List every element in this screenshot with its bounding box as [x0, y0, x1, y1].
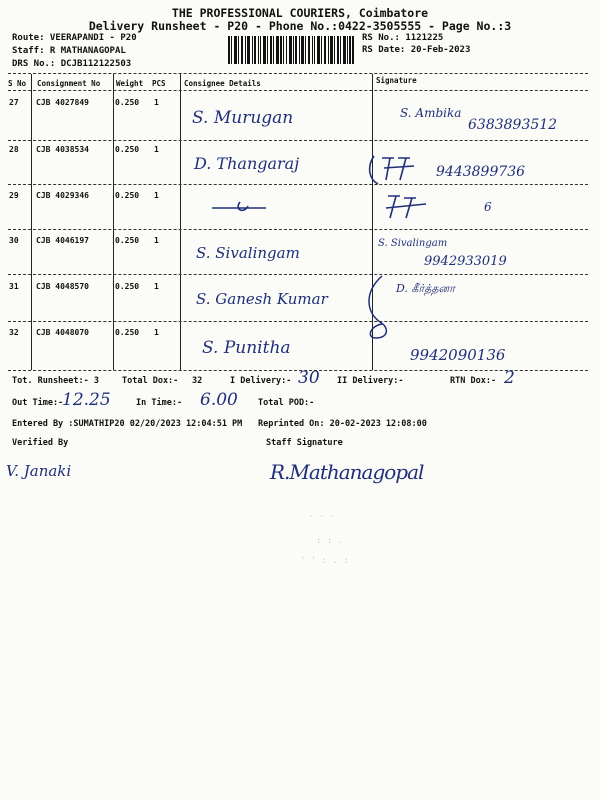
- rtn-dox-value: 2: [504, 368, 515, 388]
- row-pcs: 1: [154, 282, 159, 291]
- row-consignee-handwritten: S. Sivalingam: [196, 244, 300, 262]
- rs-number: RS No.: 1121225: [362, 33, 444, 43]
- row-consignment: CJB 4027849: [36, 98, 89, 107]
- signature-scribble: [364, 150, 434, 186]
- row-signature-handwritten: S. Ambika: [400, 106, 462, 120]
- row-consignment: CJB 4048570: [36, 282, 89, 291]
- in-time-label: In Time:-: [136, 398, 183, 408]
- total-dox-value: 32: [192, 376, 203, 386]
- consignee-dash-mark: [210, 200, 270, 216]
- row-weight: 0.250: [115, 236, 140, 245]
- row-phone-handwritten: 6: [484, 200, 492, 214]
- row-weight: 0.250: [115, 282, 140, 291]
- signature-loop-scribble: [360, 272, 400, 342]
- bleed-through-mark: . . .: [308, 510, 336, 520]
- company-title: THE PROFESSIONAL COURIERS, Coimbatore: [171, 6, 429, 20]
- row-pcs: 1: [154, 98, 159, 107]
- row-weight: 0.250: [115, 328, 140, 337]
- row-consignee-handwritten: S. Punitha: [202, 338, 291, 358]
- row-phone-handwritten: 9942090136: [410, 346, 506, 364]
- col-header-weight: Weight: [116, 79, 144, 88]
- col-header-sno: S No: [8, 79, 27, 88]
- entered-by: Entered By :SUMATHIP20 02/20/2023 12:04:51 PM: [12, 419, 243, 429]
- row-weight: 0.250: [115, 145, 140, 154]
- row-consignment: CJB 4029346: [36, 191, 89, 200]
- row-sno: 30: [9, 236, 19, 245]
- col-header-pcs: PCS: [152, 79, 166, 88]
- col-header-signature: Signature: [376, 76, 417, 85]
- row-pcs: 1: [154, 145, 159, 154]
- i-delivery-label: I Delivery:-: [230, 376, 292, 386]
- row-sno: 32: [9, 328, 19, 337]
- staff-signature-label: Staff Signature: [266, 438, 343, 448]
- row-weight: 0.250: [115, 98, 140, 107]
- row-separator: [8, 321, 588, 322]
- row-consignee-handwritten: D. Thangaraj: [194, 154, 300, 173]
- row-consignment: CJB 4046197: [36, 236, 89, 245]
- row-pcs: 1: [154, 236, 159, 245]
- col-divider: [113, 74, 114, 370]
- in-time-value: 6.00: [200, 390, 238, 410]
- total-pod-label: Total POD:-: [258, 398, 315, 408]
- rtn-dox-label: RTN Dox:-: [450, 376, 497, 386]
- total-dox-label: Total Dox:-: [122, 376, 179, 386]
- ii-delivery-label: II Delivery:-: [337, 376, 404, 386]
- row-sno: 28: [9, 145, 19, 154]
- verified-by-label: Verified By: [12, 438, 69, 448]
- tot-runsheet: Tot. Runsheet:- 3: [12, 376, 99, 386]
- out-time-value: 12.25: [62, 390, 111, 410]
- row-pcs: 1: [154, 328, 159, 337]
- reprinted-on: Reprinted On: 20-02-2023 12:08:00: [258, 419, 427, 429]
- staff-label: Staff: R MATHANAGOPAL: [12, 46, 126, 56]
- row-consignee-handwritten: S. Ganesh Kumar: [196, 290, 328, 308]
- row-consignment: CJB 4048070: [36, 328, 89, 337]
- row-separator: [8, 140, 588, 141]
- row-separator: [8, 229, 588, 230]
- rs-date: RS Date: 20-Feb-2023: [362, 45, 471, 55]
- verified-by-signature: V. Janaki: [6, 462, 72, 480]
- row-pcs: 1: [154, 191, 159, 200]
- drs-label: DRS No.: DCJB112122503: [12, 59, 132, 69]
- row-consignment: CJB 4038534: [36, 145, 89, 154]
- barcode-image: [228, 36, 354, 64]
- row-consignee-handwritten: S. Murugan: [192, 108, 294, 128]
- runsheet-subtitle: Delivery Runsheet - P20 - Phone No.:0422-3505555 - Page No.:3: [88, 19, 512, 33]
- row-sno: 31: [9, 282, 19, 291]
- row-sno: 29: [9, 191, 19, 200]
- row-separator: [8, 274, 588, 275]
- row-separator: [8, 184, 588, 185]
- route-label: Route: VEERAPANDI - P20: [12, 33, 137, 43]
- row-phone-handwritten: 9443899736: [436, 164, 526, 180]
- table-top-rule: [8, 73, 588, 74]
- row-signature-handwritten: S. Sivalingam: [378, 238, 448, 249]
- row-weight: 0.250: [115, 191, 140, 200]
- col-divider: [31, 74, 32, 370]
- out-time-label: Out Time:-: [12, 398, 64, 408]
- col-header-consignee: Consignee Details: [184, 79, 261, 88]
- staff-signature-handwritten: R.Mathanagopal: [270, 460, 424, 484]
- row-signature-handwritten: D. கீர்த்தனா: [396, 282, 455, 295]
- i-delivery-value: 30: [298, 368, 320, 388]
- bleed-through-mark: : : .: [316, 536, 344, 546]
- col-header-consignment: Consignment No: [37, 79, 101, 88]
- signature-scribble: [382, 192, 432, 222]
- col-divider: [180, 74, 181, 370]
- row-sno: 27: [9, 98, 19, 107]
- row-phone-handwritten: 6383893512: [468, 117, 558, 133]
- bleed-through-mark: ' ' : . :: [300, 556, 349, 566]
- row-phone-handwritten: 9942933019: [424, 254, 507, 269]
- table-header-rule: [8, 90, 588, 91]
